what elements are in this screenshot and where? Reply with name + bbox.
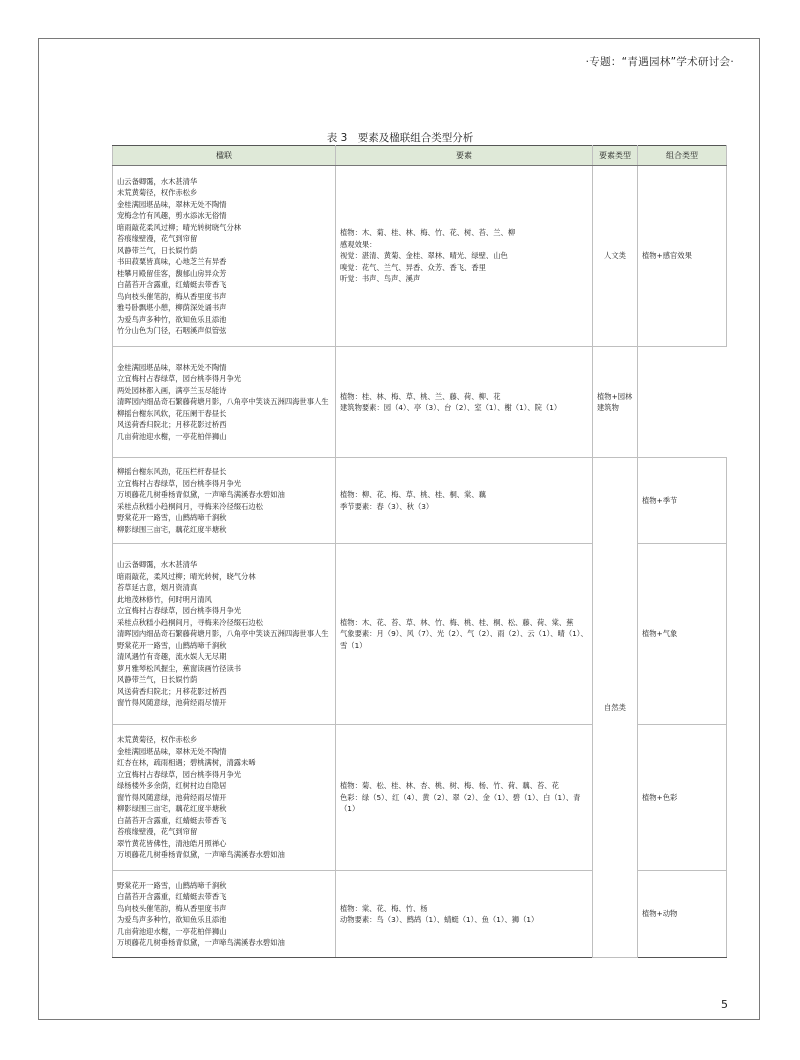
couplet-line: 风送荷香归院北；月移花影过桥西 <box>117 420 227 430</box>
couplet-line: 鸟向枝头催笔韵，梅从香里度书声 <box>117 903 227 913</box>
couplet-line: 立宜梅村占春绿草，园台桃李得月争光 <box>117 374 242 384</box>
combination-type-cell: 植物+动物 <box>638 871 727 958</box>
elements-cell <box>336 871 593 958</box>
couplet-line: 红杏在林，疏雨相遇；碧桃满树，清露未晞 <box>117 758 256 768</box>
element-line: 动物要素：鸟（3）、鹧鸪（1）、蜻蜓（1）、鱼（1）、狮（1） <box>340 915 539 924</box>
couplet-line: 白菡苔开含露重，红蜻蜓去带香飞 <box>117 892 227 901</box>
couplet-line: 山云备卿霭，水木甚清华 <box>117 560 198 570</box>
element-line: 气象要素：月（9）、风（7）、光（2）、气（2）、雨（2）、云（1）、晴（1）、雪（1） <box>340 629 588 650</box>
couplet-line: 立宜梅村占春绿草，园台桃李得月争光 <box>117 478 242 488</box>
element-line: 季节要素：春（3）、秋（3） <box>340 501 434 511</box>
couplet-line: 采桂点秋糕小趋桐间月，寻梅来冷径缀石边松 <box>117 617 263 627</box>
element-line: 植物：柳、花、梅、草、桃、桂、桐、棠、藕 <box>340 490 486 499</box>
couplet-line: 暗雨敲花柔风过柳；晴光转树晓气分林 <box>117 222 242 232</box>
couplet-line: 风静带兰气，日长娱竹荫 <box>117 675 198 685</box>
element-line: 植物：桂、林、梅、草、桃、兰、藤、荷、柳、花 <box>340 391 501 401</box>
couplet-line: 暗雨敲花，柔风过柳；晴光转树，晓气分林 <box>117 571 256 581</box>
couplet-line: 野棠花开一路雪，山鹧鸪啼千涧秋 <box>117 880 227 890</box>
couplet-line: 竹分山色为门径，石咽溪声似管弦 <box>117 326 227 335</box>
elements-cell <box>336 544 593 725</box>
couplet-line: 金桂满园堪品味，翠林无处不陶情 <box>117 199 227 209</box>
element-type-humanities: 人文类 <box>593 166 638 347</box>
couplet-line: 采桂点秋糕小趋桐间月，寻梅来冷径缀石边松 <box>117 501 263 511</box>
couplet-line: 金桂满园堪品味，翠林无处不陶情 <box>117 746 227 756</box>
header-element-type: 要素类型 <box>593 146 638 166</box>
journal-section-tag: ·专题：“青遇园林”学术研讨会· <box>585 56 734 68</box>
header-couplets: 楹联 <box>113 146 336 166</box>
header-elements: 要素 <box>336 146 593 166</box>
couplet-line: 柳影绿围三亩宅，藕花红度半塘秋 <box>117 804 227 814</box>
couplets-cell <box>113 725 336 871</box>
table-row <box>113 166 727 347</box>
couplet-line: 萝月雅琴松风握尘，蕉窗读画竹径读书 <box>117 663 242 673</box>
couplet-line: 未荒黄菊径，权作赤松乡 <box>117 735 198 745</box>
element-line: 色彩：绿（5）、红（4）、黄（2）、翠（2）、金（1）、碧（1）、白（1）、青（1） <box>340 792 581 814</box>
couplet-line: 鸟向枝头催笔韵，梅从香里度书声 <box>117 291 227 301</box>
element-line: 植物：棠、花、梅、竹、杨 <box>340 903 428 913</box>
elements-cell <box>336 347 593 458</box>
couplet-line: 宠梅念竹有风趣，剪水添冰无俗情 <box>117 211 227 220</box>
analysis-table <box>112 145 727 958</box>
couplet-line: 桂攀月殿留佳客，馥郁山房异众芳 <box>117 268 227 278</box>
couplet-line: 万顷藤花几树垂杨青似黛，一声啼鸟满溪春水碧如油 <box>117 490 285 499</box>
element-line: 视觉：湛清、黄菊、金桂、翠林、晴光、绿壁、山色 <box>340 251 508 261</box>
couplet-line: 雅号卧飘堪小憩，柳荫深处诵书声 <box>117 303 227 312</box>
couplets-cell <box>113 544 336 725</box>
element-line: 感观效果： <box>340 239 377 249</box>
couplet-line: 为爱鸟声多种竹，欲知鱼乐且添池 <box>117 915 227 924</box>
element-line: 听觉：书声、鸟声、溪声 <box>340 274 421 284</box>
couplet-line: 两处园林都入画，满亭兰玉尽能诗 <box>117 385 227 395</box>
couplets-cell <box>113 166 336 347</box>
combination-type-cell: 植物+气象 <box>638 544 727 725</box>
couplet-line: 几亩荷池迎水榭，一亭花柏伴狮山 <box>117 926 227 936</box>
couplet-line: 柳摇台榭东风劲，花压栏杆春昼长 <box>117 467 227 476</box>
table-header-row <box>113 146 727 166</box>
couplet-line: 书田菽粟皆真味，心地芝兰有异香 <box>117 257 227 266</box>
couplet-line: 苔痕缘壁漫，花气到帘留 <box>117 234 198 243</box>
couplet-line: 白菡苔开含露重，红蜻蜓去带香飞 <box>117 280 227 289</box>
couplet-line: 清风遇竹有奇趣，流水娱人无尽期 <box>117 652 227 662</box>
couplet-line: 风送荷香归院北；月移花影过桥西 <box>117 686 227 696</box>
element-type-nature: 自然类 <box>593 458 638 958</box>
element-line: 植物：菊、松、桂、林、杏、桃、树、梅、杨、竹、荷、藕、苔、花 <box>340 781 559 791</box>
couplet-line: 此地茂林修竹，何时明月清风 <box>117 594 212 604</box>
table-row <box>113 458 727 544</box>
couplet-line: 几亩荷池迎水榭，一亭花柏伴狮山 <box>117 431 227 441</box>
table-row <box>113 347 727 458</box>
couplet-line: 清晖园内细品奇石繁藤荷塘月影，八角亭中笑谈五洲四海世事人生 <box>117 397 329 407</box>
couplet-line: 窗竹得风随意绿，池荷经雨尽情开 <box>117 792 227 802</box>
couplet-line: 白菡苔开含露重，红蜻蜓去带香飞 <box>117 815 227 825</box>
element-line: 植物：木、花、苔、草、林、竹、梅、桃、桂、桐、松、藤、荷、棠、蕉 <box>340 617 574 627</box>
combination-type-cell: 植物+感官效果 <box>638 166 727 347</box>
page-number: 5 <box>721 998 728 1011</box>
couplet-line: 苔草延古意，烟月资清真 <box>117 583 198 593</box>
couplet-line: 万顷藤花几树垂杨青似黛，一声啼鸟满溪春水碧如油 <box>117 938 285 947</box>
element-line: 嗅觉：花气、兰气、异香、众芳、香飞、香里 <box>340 262 486 272</box>
element-line: 植物：木、菊、桂、林、梅、竹、花、树、苔、兰、柳 <box>340 228 516 238</box>
couplet-line: 柳影绿围三亩宅，藕花红度半塘秋 <box>117 524 227 534</box>
table-caption: 表 3 要素及楹联组合类型分析 <box>326 132 474 144</box>
couplet-line: 野棠花开一路雪，山鹧鸪啼千涧秋 <box>117 513 227 522</box>
combination-type-cell: 植物+色彩 <box>638 725 727 871</box>
couplet-line: 万顷藤花几树垂杨青似黛，一声啼鸟满溪春水碧如油 <box>117 850 285 860</box>
header-combination-type: 组合类型 <box>638 146 727 166</box>
elements-cell <box>336 458 593 544</box>
elements-cell <box>336 725 593 871</box>
couplets-cell <box>113 458 336 544</box>
couplet-line: 立宜梅村占春绿草，园台桃李得月争光 <box>117 769 242 779</box>
couplet-line: 翠竹黄花皆佛性，清池皓月照禅心 <box>117 838 227 848</box>
couplets-cell <box>113 347 336 458</box>
couplet-line: 未荒黄菊径，权作赤松乡 <box>117 188 198 197</box>
element-line: 建筑物要素：园（4）、亭（3）、台（2）、室（1）、榭（1）、院（1） <box>340 403 562 412</box>
elements-cell <box>336 166 593 347</box>
couplets-cell <box>113 871 336 958</box>
couplet-line: 为爱鸟声多种竹，欲知鱼乐且添池 <box>117 314 227 324</box>
couplet-line: 绿杨楼外多余荫，红树村边自隐居 <box>117 781 227 791</box>
couplet-line: 窗竹得风随意绿，池荷经雨尽情开 <box>117 698 227 708</box>
couplet-line: 山云备卿霭，水木甚清华 <box>117 176 198 186</box>
couplet-line: 金桂满园堪品味，翠林无处不陶情 <box>117 362 227 372</box>
couplet-line: 野棠花开一路雪，山鹧鸪啼千涧秋 <box>117 640 227 650</box>
couplet-line: 清晖园内细品奇石繁藤荷塘月影，八角亭中笑谈五洲四海世事人生 <box>117 629 329 639</box>
couplet-line: 苔痕缘壁漫，花气到帘留 <box>117 827 198 837</box>
combination-type-cell: 植物+季节 <box>638 458 727 544</box>
combination-type-cell: 植物+园林建筑物 <box>593 347 638 458</box>
couplet-line: 风静带兰气，日长娱竹荫 <box>117 245 198 255</box>
couplet-line: 立宜梅村占春绿草，园台桃李得月争光 <box>117 606 242 616</box>
couplet-line: 柳摇台榭东风软，花压阑干春昼长 <box>117 408 227 418</box>
